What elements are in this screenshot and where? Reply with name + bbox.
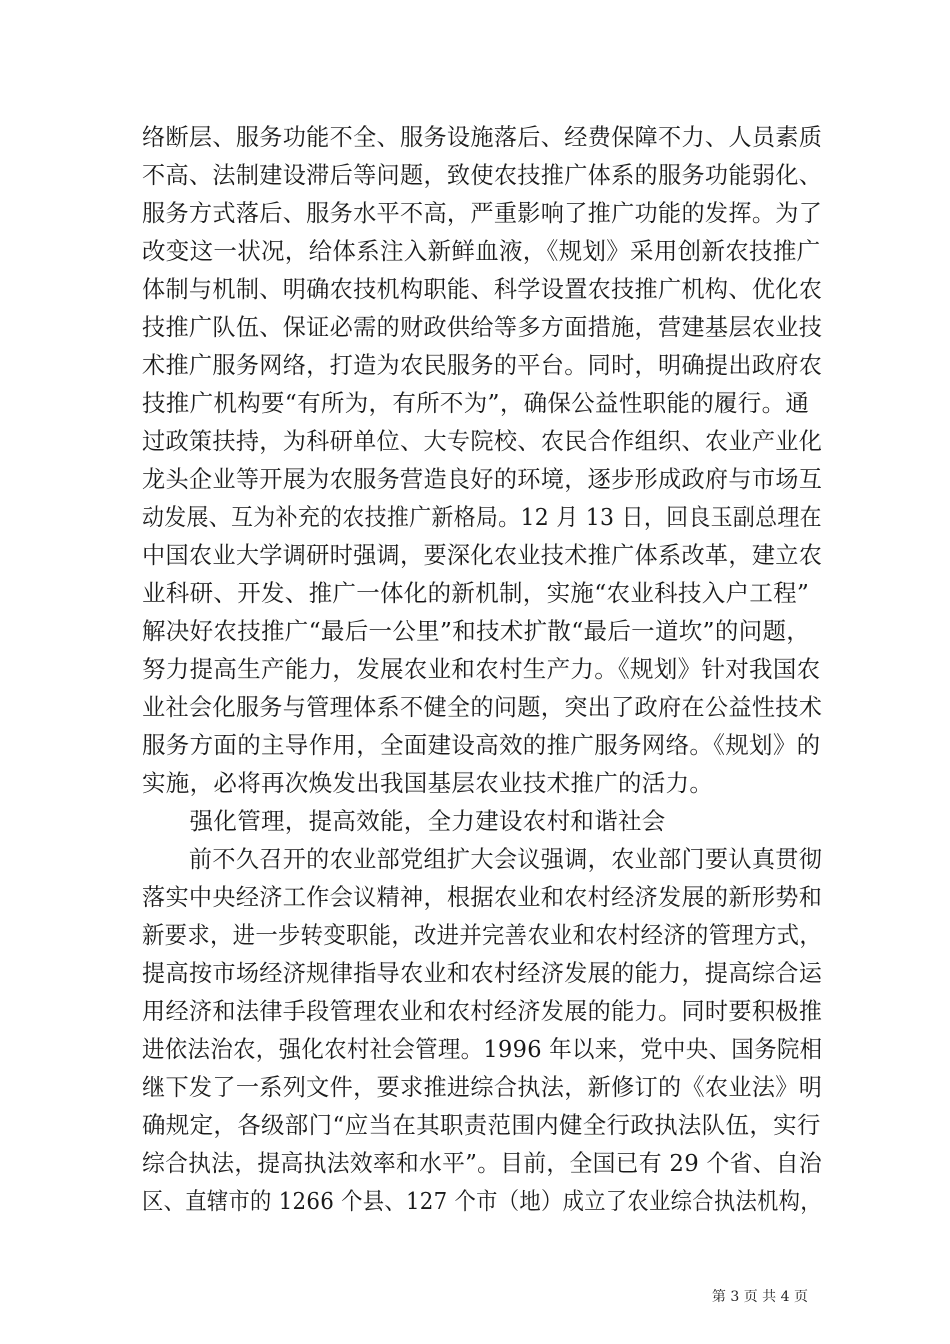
text-line: 综合执法，提高执法效率和水平”。目前，全国已有 29 个省、自治 xyxy=(142,1149,822,1177)
text-line: 努力提高生产能力，发展农业和农村生产力。《规划》针对我国农 xyxy=(142,655,821,683)
text-line: 过政策扶持，为科研单位、大专院校、农民合作组织、农业产业化 xyxy=(142,427,823,455)
text-line: 业社会化服务与管理体系不健全的问题，突出了政府在公益性技术 xyxy=(142,693,823,721)
text-line: 提高按市场经济规律指导农业和农村经济发展的能力，提高综合运 xyxy=(142,959,823,987)
text-line: 实施，必将再次焕发出我国基层农业技术推广的活力。 xyxy=(142,769,714,797)
text-line: 落实中央经济工作会议精神，根据农业和农村经济发展的新形势和 xyxy=(142,883,823,911)
text-line: 进依法治农，强化农村社会管理。1996 年以来，党中央、国务院相 xyxy=(142,1035,823,1063)
text-line: 前不久召开的农业部党组扩大会议强调，农业部门要认真贯彻 xyxy=(142,845,823,873)
text-line: 术推广服务网络，打造为农民服务的平台。同时，明确提出政府农 xyxy=(142,351,823,379)
text-line: 继下发了一系列文件，要求推进综合执法，新修订的《农业法》明 xyxy=(142,1073,823,1101)
text-line: 服务方式落后、服务水平不高，严重影响了推广功能的发挥。为了 xyxy=(142,199,823,227)
text-line: 技推广机构要“有所为，有所不为”，确保公益性职能的履行。通 xyxy=(142,389,810,417)
text-line: 不高、法制建设滞后等问题，致使农技推广体系的服务功能弱化、 xyxy=(142,161,823,189)
text-line: 龙头企业等开展为农服务营造良好的环境，逐步形成政府与市场互 xyxy=(142,465,823,493)
section-heading: 强化管理，提高效能，全力建设农村和谐社会 xyxy=(142,807,666,835)
text-line: 解决好农技推广“最后一公里”和技术扩散“最后一道坎”的问题， xyxy=(142,617,811,645)
text-line: 新要求，进一步转变职能，改进并完善农业和农村经济的管理方式， xyxy=(142,921,822,949)
text-line: 用经济和法律手段管理农业和农村经济发展的能力。同时要积极推 xyxy=(142,997,823,1025)
text-line: 体制与机制、明确农技机构职能、科学设置农技推广机构、优化农 xyxy=(142,275,823,303)
text-line: 技推广队伍、保证必需的财政供给等多方面措施，营建基层农业技 xyxy=(142,313,823,341)
text-line: 服务方面的主导作用，全面建设高效的推广服务网络。《规划》的 xyxy=(142,731,821,759)
text-line: 络断层、服务功能不全、服务设施落后、经费保障不力、人员素质 xyxy=(142,123,823,151)
text-line: 确规定，各级部门“应当在其职责范围内健全行政执法队伍，实行 xyxy=(142,1111,821,1139)
text-line: 中国农业大学调研时强调，要深化农业技术推广体系改革，建立农 xyxy=(142,541,823,569)
page-number: 第 3 页 共 4 页 xyxy=(711,1289,808,1305)
text-line: 区、直辖市的 1266 个县、127 个市（地）成立了农业综合执法机构， xyxy=(142,1187,822,1215)
text-line: 改变这一状况，给体系注入新鲜血液，《规划》采用创新农技推广 xyxy=(142,237,821,265)
text-line: 动发展、互为补充的农技推广新格局。12 月 13 日，回良玉副总理在 xyxy=(142,503,822,531)
text-line: 业科研、开发、推广一体化的新机制，实施“农业科技入户工程” xyxy=(142,579,810,607)
